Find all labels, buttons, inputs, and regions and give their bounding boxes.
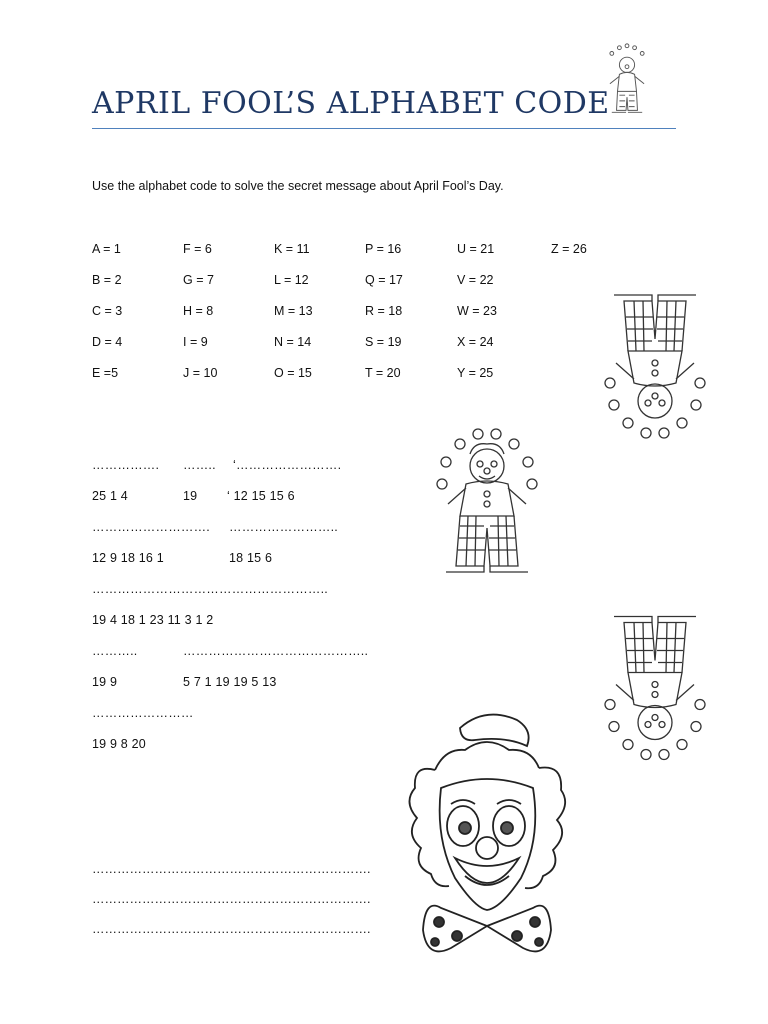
code-numbers: ‘ 12 15 15 6 xyxy=(227,489,295,503)
code-numbers: 5 7 1 19 19 5 13 xyxy=(183,675,277,689)
page-title: APRIL FOOL’S ALPHABET CODE xyxy=(92,86,610,121)
code-cell: A = 1 xyxy=(92,242,121,256)
clown-juggling-image xyxy=(422,424,552,584)
answer-blank[interactable]: ‘……………………. xyxy=(233,458,342,472)
code-cell: R = 18 xyxy=(365,304,403,318)
clown-juggling-small-image xyxy=(598,42,656,118)
code-cell: D = 4 xyxy=(92,335,123,349)
answer-blank[interactable]: …………………………………….. xyxy=(183,644,369,658)
code-cell: O = 15 xyxy=(274,366,312,380)
answer-line[interactable]: …………………………………………………………. xyxy=(92,862,371,876)
code-cell: F = 6 xyxy=(183,242,212,256)
answer-blank[interactable]: ……………………………………………….. xyxy=(92,582,328,596)
code-cell: C = 3 xyxy=(92,304,123,318)
clown-face-image xyxy=(405,708,570,970)
code-cell: V = 22 xyxy=(457,273,494,287)
code-numbers: 18 15 6 xyxy=(229,551,273,565)
code-numbers: 25 1 4 xyxy=(92,489,128,503)
code-cell: E =5 xyxy=(92,366,119,380)
code-cell: Y = 25 xyxy=(457,366,494,380)
code-numbers: 19 9 8 20 xyxy=(92,737,146,751)
title-underline xyxy=(92,128,676,129)
code-cell: H = 8 xyxy=(183,304,214,318)
code-cell: L = 12 xyxy=(274,273,309,287)
answer-line[interactable]: …………………………………………………………. xyxy=(92,922,371,936)
code-cell: X = 24 xyxy=(457,335,494,349)
code-cell: T = 20 xyxy=(365,366,401,380)
answer-blank[interactable]: ………………………. xyxy=(92,520,210,534)
answer-blank[interactable]: ……….. xyxy=(92,644,138,658)
code-cell: K = 11 xyxy=(274,242,310,256)
clown-upside-down-image xyxy=(590,592,720,777)
code-numbers: 19 xyxy=(183,489,198,503)
code-cell: U = 21 xyxy=(457,242,495,256)
code-cell: I = 9 xyxy=(183,335,208,349)
code-numbers: 19 4 18 1 23 11 3 1 2 xyxy=(92,613,214,627)
code-numbers: 19 9 xyxy=(92,675,118,689)
code-numbers: 12 9 18 16 1 xyxy=(92,551,164,565)
code-cell: N = 14 xyxy=(274,335,312,349)
clown-upside-down-image xyxy=(590,283,720,443)
answer-blank[interactable]: ……………. xyxy=(92,458,160,472)
code-cell: P = 16 xyxy=(365,242,402,256)
code-cell: Z = 26 xyxy=(551,242,587,256)
code-cell: Q = 17 xyxy=(365,273,403,287)
code-cell: W = 23 xyxy=(457,304,497,318)
code-cell: M = 13 xyxy=(274,304,313,318)
code-cell: G = 7 xyxy=(183,273,214,287)
answer-blank[interactable]: …….. xyxy=(183,458,216,472)
answer-line[interactable]: …………………………………………………………. xyxy=(92,892,371,906)
answer-blank[interactable]: …………………… xyxy=(92,706,194,720)
code-cell: J = 10 xyxy=(183,366,218,380)
instructions-text: Use the alphabet code to solve the secret message about April Fool’s Day. xyxy=(92,179,504,193)
answer-blank[interactable]: …………………….. xyxy=(229,520,338,534)
code-cell: B = 2 xyxy=(92,273,122,287)
code-cell: S = 19 xyxy=(365,335,402,349)
